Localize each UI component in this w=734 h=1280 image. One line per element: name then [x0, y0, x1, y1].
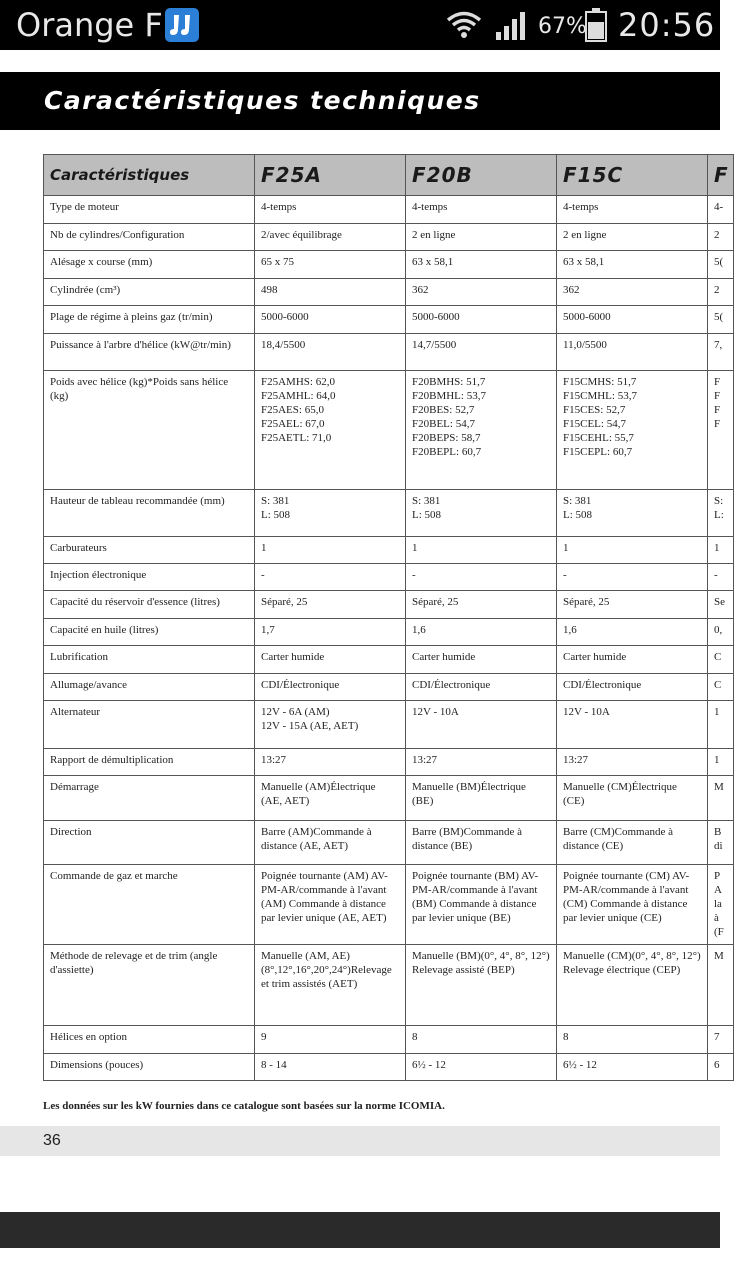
row-label: Hauteur de tableau recommandée (mm)	[44, 490, 255, 537]
carrier-name: Orange F	[16, 6, 163, 44]
table-cell: 12V - 6A (AM) 12V - 15A (AE, AET)	[255, 701, 406, 749]
table-cell: 6	[708, 1054, 734, 1081]
table-cell: 14,7/5500	[406, 334, 557, 371]
row-label: Méthode de relevage et de trim (angle d'assiette)	[44, 945, 255, 1026]
table-cell: -	[557, 564, 708, 591]
table-cell: 18,4/5500	[255, 334, 406, 371]
row-label: Injection électronique	[44, 564, 255, 591]
table-cell: 65 x 75	[255, 251, 406, 279]
table-cell: S: 381 L: 508	[255, 490, 406, 537]
row-label: Capacité du réservoir d'essence (litres)	[44, 591, 255, 619]
table-cell: 63 x 58,1	[406, 251, 557, 279]
table-cell: 12V - 10A	[406, 701, 557, 749]
table-row	[44, 279, 734, 306]
table-cell: Poignée tournante (CM) AV-PM-AR/commande à l'avant (CM) Commande à distance par levier unique (CE)	[557, 865, 708, 945]
row-label: Nb de cylindres/Configuration	[44, 224, 255, 251]
table-row	[44, 1054, 734, 1081]
table-cell: 1,6	[557, 619, 708, 646]
table-cell: 362	[406, 279, 557, 306]
table-cell: 13:27	[255, 749, 406, 776]
table-body	[44, 196, 734, 1081]
table-cell: 1	[708, 537, 734, 564]
row-label: Carburateurs	[44, 537, 255, 564]
clock: 20:56	[618, 6, 716, 44]
table-row	[44, 591, 734, 619]
row-label: Poids avec hélice (kg)*Poids sans hélice (kg)	[44, 371, 255, 490]
table-cell: 2 en ligne	[406, 224, 557, 251]
viewer-bottom-bar	[0, 1212, 720, 1248]
row-label: Hélices en option	[44, 1026, 255, 1054]
table-cell: 9	[255, 1026, 406, 1054]
table-cell: F20BMHS: 51,7 F20BMHL: 53,7 F20BES: 52,7 F20BEL: 54,7 F20BEPS: 58,7 F20BEPL: 60,7	[406, 371, 557, 490]
document-title: Caractéristiques techniques	[44, 86, 481, 115]
table-cell: 8	[557, 1026, 708, 1054]
table-cell: 12V - 10A	[557, 701, 708, 749]
table-cell: M	[708, 945, 734, 1026]
row-label: Rapport de démultiplication	[44, 749, 255, 776]
table-cell: Manuelle (BM)Électrique (BE)	[406, 776, 557, 821]
table-cell: M	[708, 776, 734, 821]
table-row	[44, 749, 734, 776]
footnote: Les données sur les kW fournies dans ce catalogue sont basées sur la norme ICOMIA.	[43, 1100, 445, 1112]
table-row	[44, 646, 734, 674]
page-number: 36	[43, 1132, 61, 1149]
table-cell: Séparé, 25	[557, 591, 708, 619]
table-cell: 1	[708, 749, 734, 776]
battery-percentage: 67%	[538, 14, 587, 39]
table-row	[44, 196, 734, 224]
table-cell: Manuelle (AM)Électrique (AE, AET)	[255, 776, 406, 821]
table-cell: 6½ - 12	[557, 1054, 708, 1081]
table-cell: Séparé, 25	[406, 591, 557, 619]
table-row	[44, 674, 734, 701]
table-cell: 2 en ligne	[557, 224, 708, 251]
table-row	[44, 945, 734, 1026]
table-cell: 8 - 14	[255, 1054, 406, 1081]
table-cell: 1	[406, 537, 557, 564]
table-row	[44, 334, 734, 371]
table-cell: 5000-6000	[406, 306, 557, 334]
table-cell: 4-	[708, 196, 734, 224]
table-cell: Manuelle (BM)(0°, 4°, 8°, 12°) Relevage assisté (BEP)	[406, 945, 557, 1026]
column-header: Caractéristiques	[44, 155, 255, 196]
table-cell: Poignée tournante (BM) AV-PM-AR/commande à l'avant (BM) Commande à distance par levier unique (BE)	[406, 865, 557, 945]
row-label: Puissance à l'arbre d'hélice (kW@tr/min)	[44, 334, 255, 371]
table-cell: Carter humide	[406, 646, 557, 674]
table-cell: 5000-6000	[557, 306, 708, 334]
table-cell: 13:27	[406, 749, 557, 776]
row-label: Lubrification	[44, 646, 255, 674]
table-cell: 1,6	[406, 619, 557, 646]
table-cell: Barre (BM)Commande à distance (BE)	[406, 821, 557, 865]
row-label: Dimensions (pouces)	[44, 1054, 255, 1081]
table-cell: Manuelle (CM)(0°, 4°, 8°, 12°) Relevage électrique (CEP)	[557, 945, 708, 1026]
table-cell: -	[255, 564, 406, 591]
table-cell: Manuelle (CM)Électrique (CE)	[557, 776, 708, 821]
table-cell: 63 x 58,1	[557, 251, 708, 279]
table-row	[44, 306, 734, 334]
table-row	[44, 1026, 734, 1054]
table-cell: S: 381 L: 508	[557, 490, 708, 537]
specifications-table	[43, 154, 734, 1081]
row-label: Démarrage	[44, 776, 255, 821]
column-header: F25A	[255, 155, 406, 196]
table-cell: Séparé, 25	[255, 591, 406, 619]
table-cell: 4-temps	[557, 196, 708, 224]
column-header: F20B	[406, 155, 557, 196]
table-cell: CDI/Électronique	[255, 674, 406, 701]
table-cell: F F F F	[708, 371, 734, 490]
table-cell: 8	[406, 1026, 557, 1054]
table-cell: Poignée tournante (AM) AV-PM-AR/commande à l'avant (AM) Commande à distance par levier unique (AE, AET)	[255, 865, 406, 945]
table-cell: 7	[708, 1026, 734, 1054]
table-cell: Carter humide	[255, 646, 406, 674]
table-row	[44, 537, 734, 564]
table-cell: -	[708, 564, 734, 591]
table-cell: CDI/Électronique	[557, 674, 708, 701]
row-label: Capacité en huile (litres)	[44, 619, 255, 646]
table-cell: 7,	[708, 334, 734, 371]
page-footer-band	[0, 1126, 720, 1156]
table-cell: -	[406, 564, 557, 591]
row-label: Type de moteur	[44, 196, 255, 224]
table-row	[44, 821, 734, 865]
table-cell: Se	[708, 591, 734, 619]
row-label: Plage de régime à pleins gaz (tr/min)	[44, 306, 255, 334]
row-label: Cylindrée (cm³)	[44, 279, 255, 306]
table-cell: 2	[708, 224, 734, 251]
table-cell: 362	[557, 279, 708, 306]
table-cell: 2	[708, 279, 734, 306]
table-cell: 1	[255, 537, 406, 564]
column-header: F15C	[557, 155, 708, 196]
table-cell: C	[708, 674, 734, 701]
row-label: Allumage/avance	[44, 674, 255, 701]
table-cell: 11,0/5500	[557, 334, 708, 371]
table-cell: 498	[255, 279, 406, 306]
column-header: F	[708, 155, 734, 196]
table-cell: 13:27	[557, 749, 708, 776]
table-cell: 4-temps	[255, 196, 406, 224]
table-cell: 1	[708, 701, 734, 749]
table-cell: Carter humide	[557, 646, 708, 674]
table-cell: 5000-6000	[255, 306, 406, 334]
table-row	[44, 619, 734, 646]
table-row	[44, 865, 734, 945]
table-cell: 0,	[708, 619, 734, 646]
table-row	[44, 490, 734, 537]
row-label: Alésage x course (mm)	[44, 251, 255, 279]
table-cell: Barre (AM)Commande à distance (AE, AET)	[255, 821, 406, 865]
table-cell: Manuelle (AM, AE) (8°,12°,16°,20°,24°)Relevage et trim assistés (AET)	[255, 945, 406, 1026]
row-label: Direction	[44, 821, 255, 865]
table-row	[44, 251, 734, 279]
table-cell: 1,7	[255, 619, 406, 646]
table-cell: 2/avec équilibrage	[255, 224, 406, 251]
table-row	[44, 371, 734, 490]
table-cell: S: 381 L: 508	[406, 490, 557, 537]
table-cell: C	[708, 646, 734, 674]
table-cell: 1	[557, 537, 708, 564]
table-header-row	[44, 155, 734, 196]
table-row	[44, 776, 734, 821]
table-row	[44, 224, 734, 251]
table-cell: B di	[708, 821, 734, 865]
table-cell: F15CMHS: 51,7 F15CMHL: 53,7 F15CES: 52,7 F15CEL: 54,7 F15CEHL: 55,7 F15CEPL: 60,7	[557, 371, 708, 490]
table-cell: F25AMHS: 62,0 F25AMHL: 64,0 F25AES: 65,0 F25AEL: 67,0 F25AETL: 71,0	[255, 371, 406, 490]
row-label: Alternateur	[44, 701, 255, 749]
table-cell: P A la à (F	[708, 865, 734, 945]
table-cell: 4-temps	[406, 196, 557, 224]
table-cell: 5(	[708, 306, 734, 334]
table-row	[44, 564, 734, 591]
table-cell: S: L:	[708, 490, 734, 537]
table-row	[44, 701, 734, 749]
row-label: Commande de gaz et marche	[44, 865, 255, 945]
table-cell: 6½ - 12	[406, 1054, 557, 1081]
table-cell: CDI/Électronique	[406, 674, 557, 701]
table-cell: Barre (CM)Commande à distance (CE)	[557, 821, 708, 865]
table-cell: 5(	[708, 251, 734, 279]
